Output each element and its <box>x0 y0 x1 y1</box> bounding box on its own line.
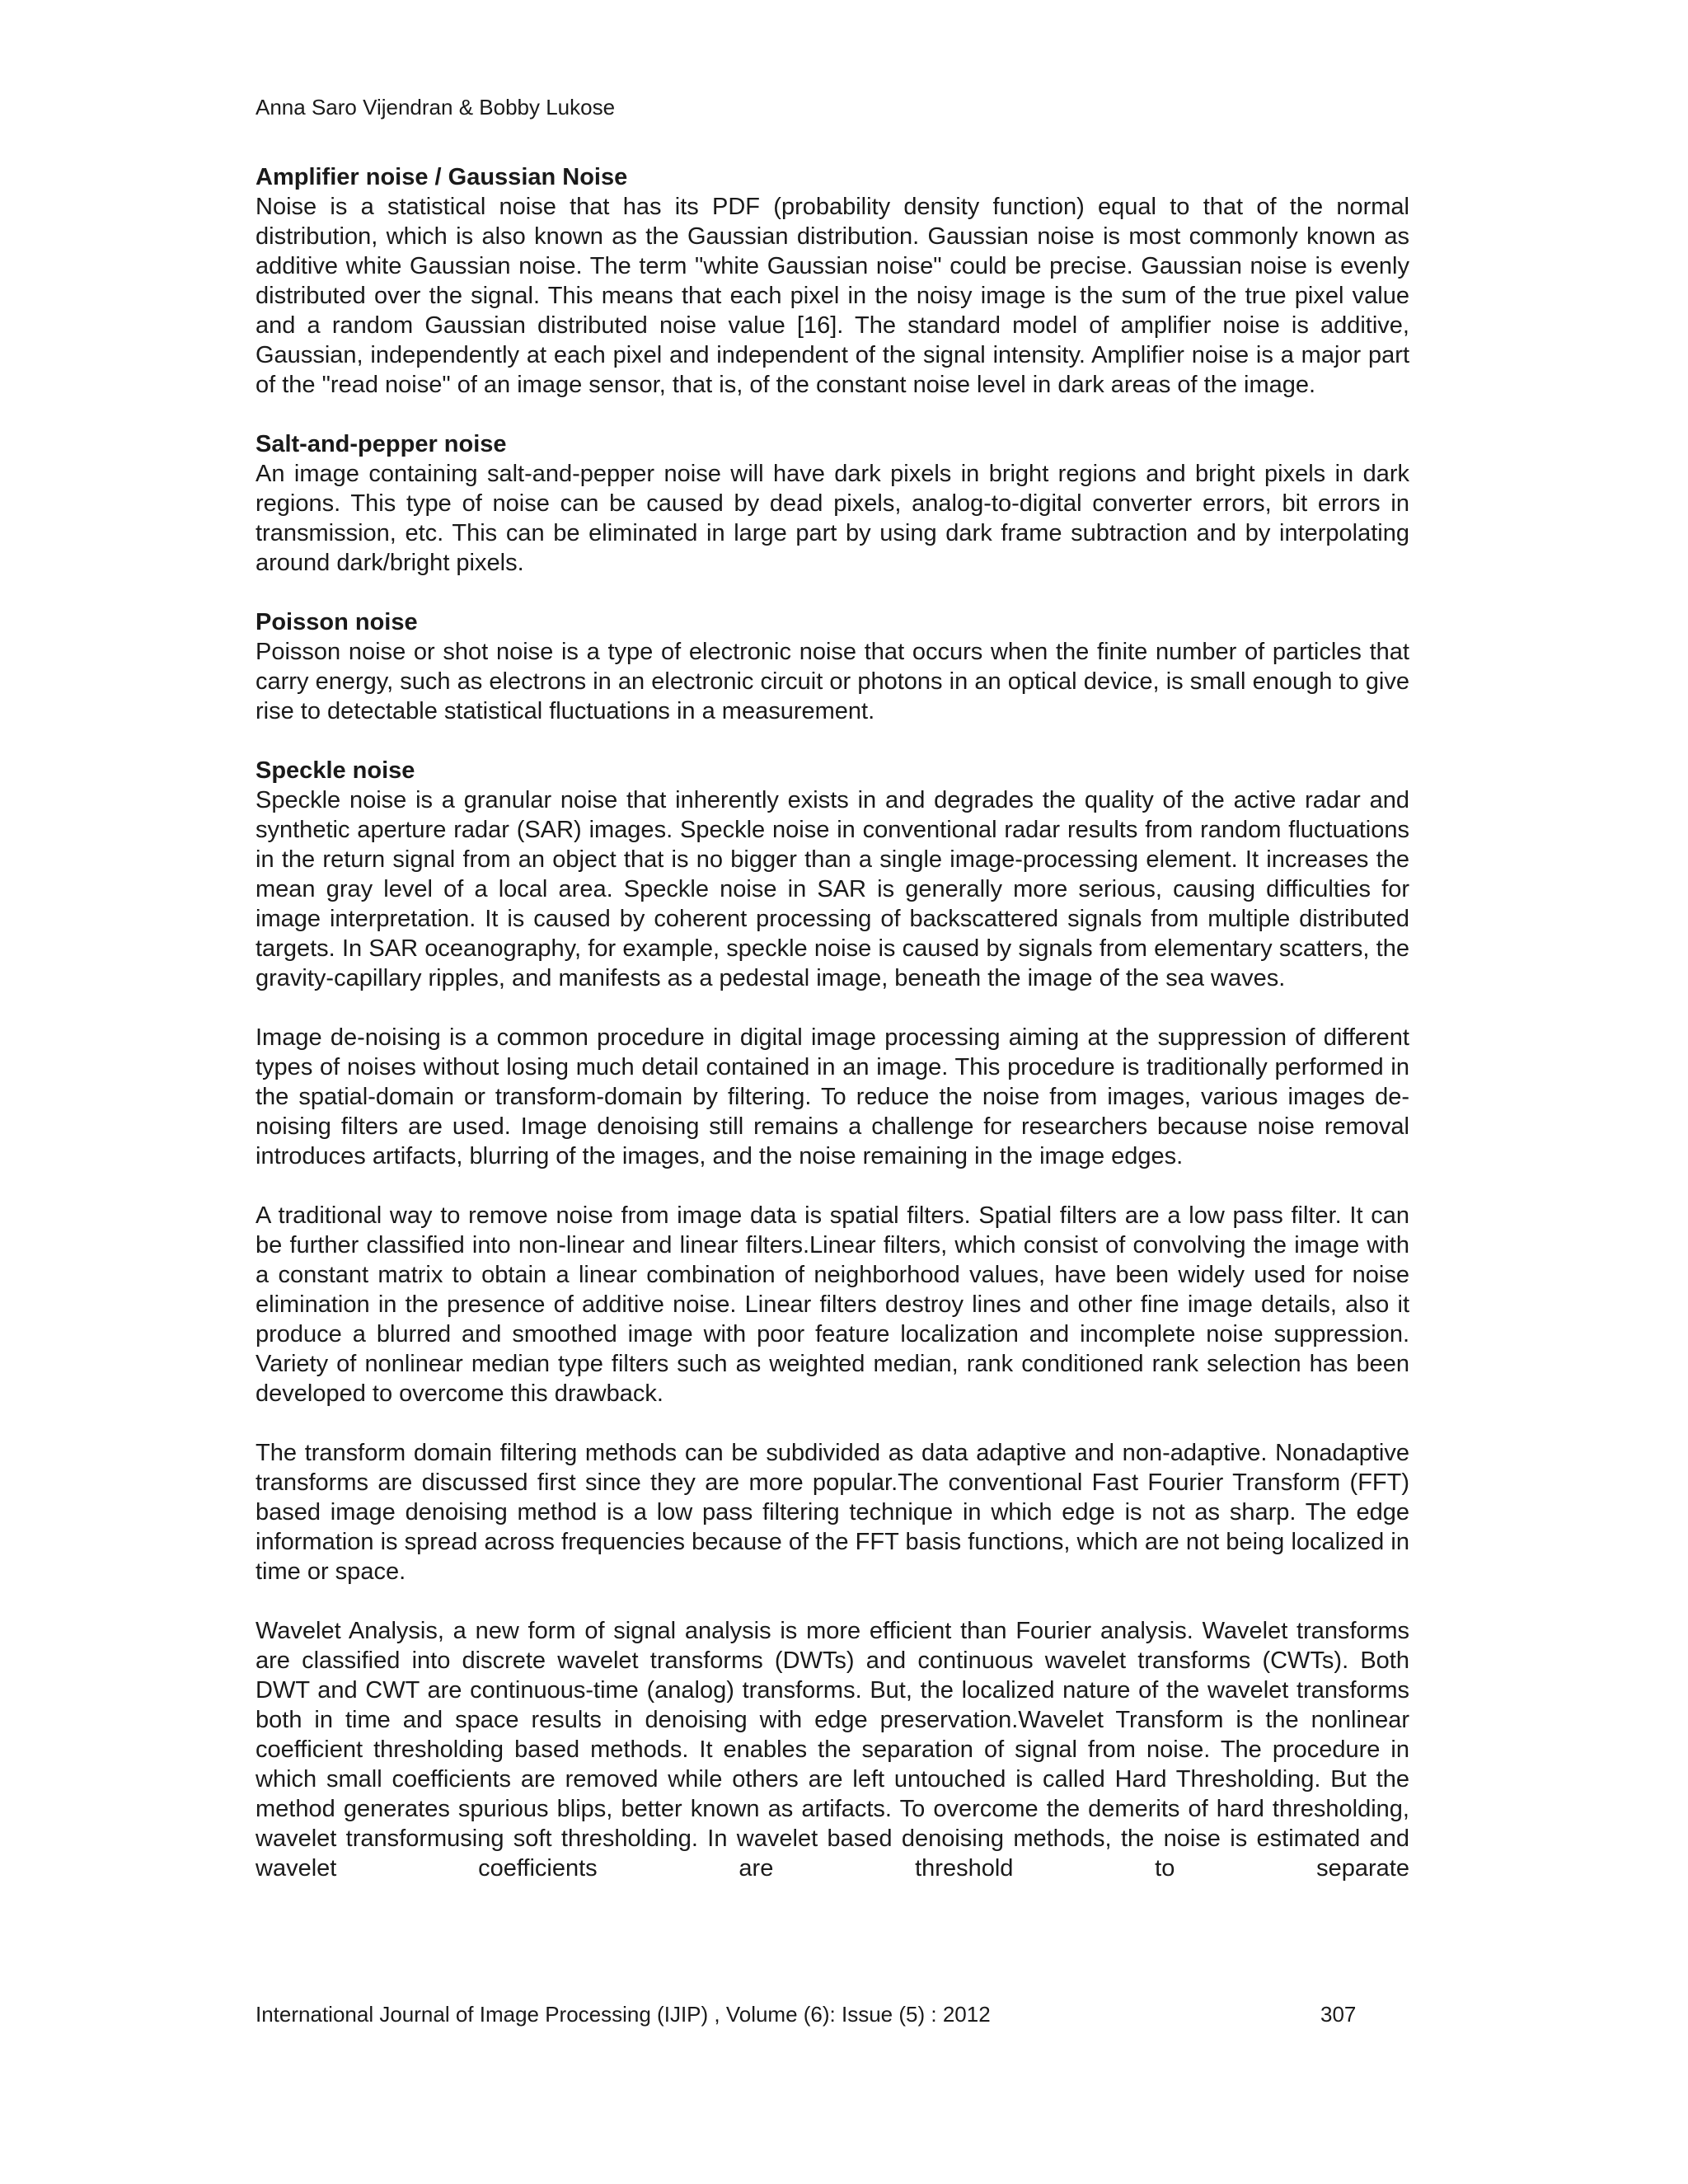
section-poisson-noise <box>256 607 1409 726</box>
paragraph-image-denoising: Image de-noising is a common procedure in digital image processing aiming at the suppression of different types of noises without losing much detail contained in an image. This procedure is traditionally performed in the spatial-domain or transform-domain by filtering. To reduce the noise from images, various images de-noising filters are used. Image denoising still remains a challenge for researchers because noise removal introduces artifacts, blurring of the images, and the noise remaining in the image edges. <box>256 1024 1409 1169</box>
section-speckle-noise <box>256 756 1409 993</box>
paragraph-transform-domain: The transform domain filtering methods can be subdivided as data adaptive and non-adaptive. Nonadaptive transforms are discussed first since they are more popular.The conventional Fast Fourier Transform (FFT) based image denoising method is a low pass filtering technique in which edge is not as sharp. The edge information is spread across frequencies because of the FFT basis functions, which are not being localized in time or space. <box>256 1440 1409 1585</box>
section-heading: Amplifier noise / Gaussian Noise <box>256 164 628 190</box>
section-heading: Salt-and-pepper noise <box>256 431 507 457</box>
paragraph-wavelet-analysis: Wavelet Analysis, a new form of signal analysis is more efficient than Fourier analysis. Wavelet transforms are classified into discrete wavelet transforms (DWTs) and continuous wavelet transforms (CWTs). Both DWT and CWT are continuous-time (analog) transforms. But, the localized nature of the wavelet transforms both in time and space results in denoising with edge preservation.Wavelet Transform is the nonlinear coefficient thresholding based methods. It enables the separation of signal from noise. The procedure in which small coefficients are removed while others are left untouched is called Hard Thresholding. But the method generates spurious blips, better known as artifacts. To overcome the demerits of hard thresholding, wavelet transformusing soft thresholding. In wavelet based denoising methods, the noise is estimated and wavelet coefficients are threshold to separate <box>256 1618 1409 1882</box>
section-heading: Poisson noise <box>256 609 418 635</box>
section-heading: Speckle noise <box>256 757 415 784</box>
section-paragraph: Speckle noise is a granular noise that inherently exists in and degrades the quality of the active radar and synthetic aperture radar (SAR) images. Speckle noise in conventional radar results from random fluctuations in the return signal from an object that is no bigger than a single image-processing element. It increases the mean gray level of a local area. Speckle noise in SAR is generally more serious, causing difficulties for image interpretation. It is caused by coherent processing of backscattered signals from multiple distributed targets. In SAR oceanography, for example, speckle noise is caused by signals from elementary scatters, the gravity-capillary ripples, and manifests as a pedestal image, beneath the image of the sea waves. <box>256 787 1409 991</box>
paragraph-spatial-filters: A traditional way to remove noise from image data is spatial filters. Spatial filters are a low pass filter. It can be further classified into non-linear and linear filters.Linear filters, which consist of convolving the image with a constant matrix to obtain a linear combination of neighborhood values, have been widely used for noise elimination in the presence of additive noise. Linear filters destroy lines and other fine image details, also it produce a blurred and smoothed image with poor feature localization and incomplete noise suppression. Variety of nonlinear median type filters such as weighted median, rank conditioned rank selection has been developed to overcome this drawback. <box>256 1202 1409 1407</box>
page-body <box>256 162 1409 1883</box>
section-paragraph: An image containing salt-and-pepper noise will have dark pixels in bright regions and bright pixels in dark regions. This type of noise can be caused by dead pixels, analog-to-digital converter errors, bit errors in transmission, etc. This can be eliminated in large part by using dark frame subtraction and by interpolating around dark/bright pixels. <box>256 461 1409 576</box>
section-paragraph: Poisson noise or shot noise is a type of electronic noise that occurs when the finite number of particles that carry energy, such as electrons in an electronic circuit or photons in an optical device, is small enough to give rise to detectable statistical fluctuations in a measurement. <box>256 639 1409 724</box>
footer-journal-citation: International Journal of Image Processing (IJIP) , Volume (6): Issue (5) : 2012 <box>256 2002 991 2027</box>
running-head-authors: Anna Saro Vijendran & Bobby Lukose <box>256 95 616 120</box>
section-gaussian-noise <box>256 162 1409 400</box>
page-number: 307 <box>1320 2002 1357 2027</box>
section-salt-and-pepper-noise <box>256 429 1409 578</box>
section-paragraph: Noise is a statistical noise that has its PDF (probability density function) equal to that of the normal distribution, which is also known as the Gaussian distribution. Gaussian noise is most commonly known as additive white Gaussian noise. The term "white Gaussian noise" could be precise. Gaussian noise is evenly distributed over the signal. This means that each pixel in the noisy image is the sum of the true pixel value and a random Gaussian distributed noise value [16]. The standard model of amplifier noise is additive, Gaussian, independently at each pixel and independent of the signal intensity. Amplifier noise is a major part of the "read noise" of an image sensor, that is, of the constant noise level in dark areas of the image. <box>256 194 1409 398</box>
